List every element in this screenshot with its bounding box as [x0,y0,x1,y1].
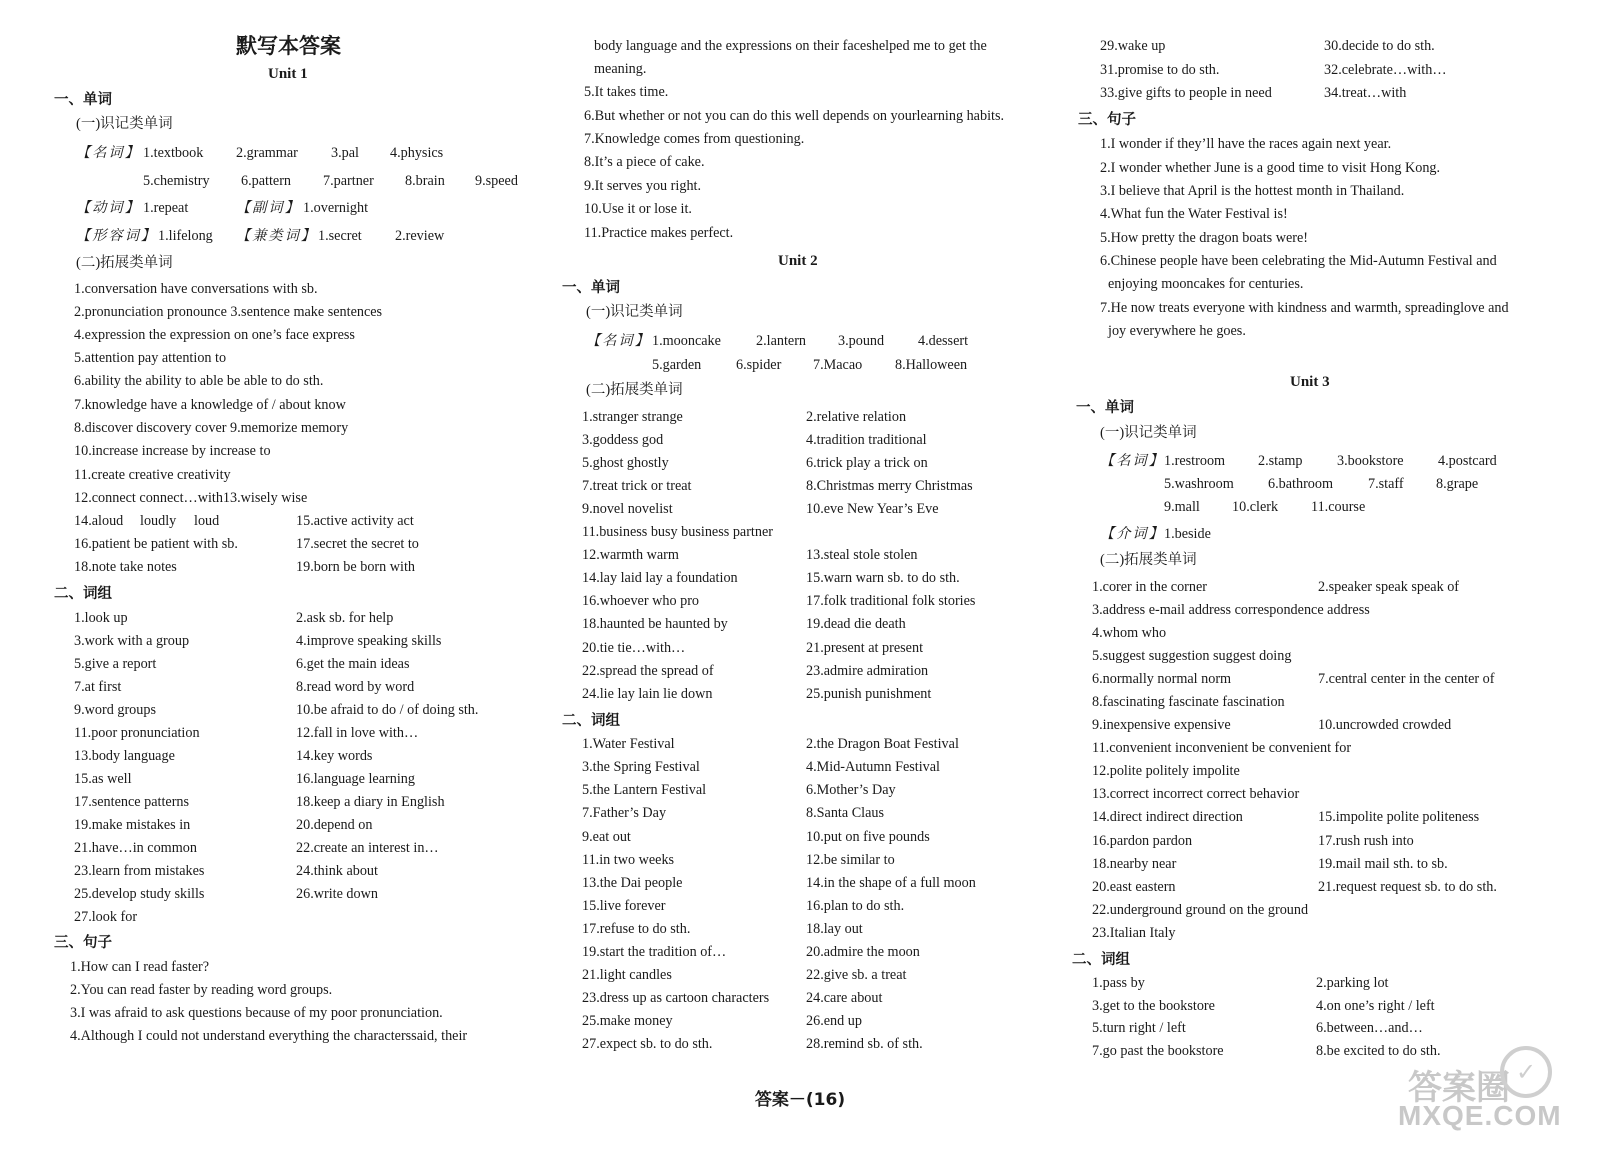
answer-line: 10.clerk [1232,499,1279,515]
answer-line: 4.tradition traditional [806,432,927,448]
answer-line: 7.Macao [813,357,863,373]
answer-line: 13.steal stole stolen [806,547,918,563]
answer-line: 8.Christmas merry Christmas [806,478,973,494]
answer-line: 17.rush rush into [1318,833,1414,849]
answer-line: 6.spider [736,357,782,373]
sec-heading: 二、词组 [54,586,112,602]
page-footer: 答案－(16) [754,1090,846,1110]
answer-line: 3.pound [838,333,885,349]
answer-line: 11.business busy business partner [582,524,773,540]
answer-line: 8.brain [405,173,445,189]
answer-line: 17.refuse to do sth. [582,921,691,937]
sec-heading: 一、单词 [1076,400,1134,416]
answer-line: 27.expect sb. to do sth. [582,1036,713,1052]
answer-line: 2.relative relation [806,409,907,425]
answer-line: 5.washroom [1164,476,1234,492]
answer-line: 5.suggest suggestion suggest doing [1092,648,1292,664]
answer-line: 18.haunted be haunted by [582,616,728,632]
answer-line: 5.How pretty the dragon boats were! [1100,230,1309,246]
answer-line: 1.look up [74,610,128,626]
answer-line: 1.I wonder if they’ll have the races again next year. [1100,136,1392,152]
answer-line: 10.uncrowded crowded [1318,717,1452,733]
answer-line: 23.dress up as cartoon characters [582,990,770,1006]
answer-line: 9.It serves you right. [584,178,702,194]
watermark-logo-icon: ✓ [1500,1046,1552,1098]
answer-line: 19.start the tradition of… [582,944,727,960]
answer-line: loudly [140,513,177,529]
answer-line: 2.grammar [236,145,298,161]
answer-line: 2.I wonder whether June is a good time to visit Hong Kong. [1100,160,1441,176]
answer-line: 7.Knowledge comes from questioning. [584,131,805,147]
answer-line: 9.inexpensive expensive [1092,717,1231,733]
answer-line: 13.correct incorrect correct behavior [1092,786,1300,802]
answer-line: 6.bathroom [1268,476,1334,492]
answer-line: 4.improve speaking skills [296,633,442,649]
answer-line: 25.make money [582,1013,673,1029]
answer-line: 11.course [1311,499,1366,515]
tag-heading: 【动词】 [76,200,141,216]
sub-heading: (二)拓展类单词 [586,382,683,398]
answer-line: 20.tie tie…with… [582,640,686,656]
answer-line: 18.nearby near [1092,856,1177,872]
sec-heading: 三、句子 [54,935,112,951]
answer-line: 34.treat…with [1324,85,1407,101]
answer-line: 6.Mother’s Day [806,782,896,798]
answer-line: 12.polite politely impolite [1092,763,1240,779]
answer-line: 3.bookstore [1337,453,1404,469]
answer-line: 33.give gifts to people in need [1100,85,1272,101]
answer-line: 10.eve New Year’s Eve [806,501,939,517]
answer-line: 1.beside [1164,526,1211,542]
answer-line: 21.light candles [582,967,672,983]
answer-line: 5.ghost ghostly [582,455,669,471]
answer-line: 6.trick play a trick on [806,455,928,471]
answer-line: 8.fascinating fascinate fascination [1092,694,1285,710]
answer-line: 1.restroom [1164,453,1226,469]
answer-line: 15.as well [74,771,132,787]
answer-line: 13.body language [74,748,175,764]
answer-line: 27.look for [74,909,138,925]
answer-line: 8.be excited to do sth. [1316,1043,1441,1059]
answer-line: 22.spread the spread of [582,663,714,679]
watermark-text: 答案圈 [1408,1069,1510,1107]
answer-line: 1.lifelong [158,228,213,244]
answer-line: 19.mail mail sth. to sb. [1318,856,1448,872]
answer-line: 23.Italian Italy [1092,925,1176,941]
answer-line: 8.read word by word [296,679,415,695]
answer-line: 1.repeat [143,200,189,216]
answer-line: 9.mall [1164,499,1200,515]
answer-line: 15.warn warn sb. to do sth. [806,570,960,586]
answer-line: 4.whom who [1092,625,1167,641]
answer-line: 6.Chinese people have been celebrating the Mid-Autumn Festival and [1100,253,1497,269]
answer-line: joy everywhere he goes. [1108,323,1246,339]
answer-line: 7.go past the bookstore [1092,1043,1224,1059]
answer-line: 1.stranger strange [582,409,683,425]
answer-line: 22.create an interest in… [296,840,439,856]
sub-heading: (一)识记类单词 [76,116,173,132]
answer-line: 1.conversation have conversations with sb. [74,281,318,297]
sub-heading: (一)识记类单词 [586,304,683,320]
answer-line: 16.patient be patient with sb. [74,536,238,552]
answer-line: 9.novel novelist [582,501,673,517]
answer-line: 2.ask sb. for help [296,610,394,626]
tag-heading: 【兼类词】 [236,228,317,244]
answer-line: 3.I believe that April is the hottest month in Thailand. [1100,183,1405,199]
answer-line: 10.increase increase by increase to [74,443,271,459]
answer-line: 5.It takes time. [584,84,669,100]
answer-line: 19.make mistakes in [74,817,191,833]
answer-line: 18.keep a diary in English [296,794,445,810]
answer-line: 2.lantern [756,333,807,349]
answer-line: 6.But whether or not you can do this well depends on yourlearning habits. [584,108,1005,124]
answer-line: 22.underground ground on the ground [1092,902,1309,918]
answer-line: 3.the Spring Festival [582,759,700,775]
answer-line: 24.care about [806,990,883,1006]
answer-line: 16.pardon pardon [1092,833,1193,849]
answer-line: 14.key words [296,748,373,764]
answer-line: 13.the Dai people [582,875,683,891]
answer-line: 7.partner [323,173,374,189]
answer-line: 1.mooncake [652,333,721,349]
sub-heading: (二)拓展类单词 [1100,552,1197,568]
answer-line: 19.born be born with [296,559,416,575]
answer-line: 4.physics [390,145,444,161]
answer-line: 12.fall in love with… [296,725,419,741]
answer-line: 8.It’s a piece of cake. [584,154,705,170]
answer-line: 6.get the main ideas [296,656,410,672]
answer-line: 14.in the shape of a full moon [806,875,976,891]
answer-line: 1.Water Festival [582,736,675,752]
answer-line: 8.Santa Claus [806,805,885,821]
answer-line: 5.garden [652,357,702,373]
answer-line: 4.on one’s right / left [1316,998,1435,1014]
answer-line: 5.give a report [74,656,157,672]
answer-line: 5.attention pay attention to [74,350,227,366]
answer-line: 4.Mid-Autumn Festival [806,759,940,775]
answer-line: 7.treat trick or treat [582,478,692,494]
answer-line: 10.be afraid to do / of doing sth. [296,702,479,718]
answer-line: 18.note take notes [74,559,177,575]
answer-line: 3.pal [331,145,359,161]
answer-line: 11.convenient inconvenient be convenient for [1092,740,1352,756]
sub-heading: (一)识记类单词 [1100,425,1197,441]
answer-line: 7.He now treats everyone with kindness and warmth, spreadinglove and [1100,300,1509,316]
answer-line: 4.What fun the Water Festival is! [1100,206,1288,222]
tag-heading: 【副词】 [236,200,301,216]
answer-line: 12.be similar to [806,852,895,868]
answer-line: 8.Halloween [895,357,968,373]
answer-line: 10.Use it or lose it. [584,201,692,217]
answer-line: 3.work with a group [74,633,190,649]
answer-line: 1.textbook [143,145,204,161]
answer-line: 24.think about [296,863,378,879]
answer-line: 20.depend on [296,817,373,833]
unit-heading: Unit 1 [268,66,308,82]
answer-line: 23.admire admiration [806,663,929,679]
answer-line: 18.lay out [806,921,863,937]
title-heading: 默写本答案 [236,34,341,58]
answer-line: 3.address e-mail address correspondence address [1092,602,1370,618]
answer-line: 8.grape [1436,476,1479,492]
answer-line: 7.staff [1368,476,1404,492]
answer-line: 11.create creative creativity [74,467,231,483]
answer-line: 2.speaker speak speak of [1318,579,1460,595]
tag-heading: 【名词】 [1100,453,1165,469]
answer-line: 4.expression the expression on one’s face express [74,327,355,343]
sub-heading: (二)拓展类单词 [76,255,173,271]
watermark-url: MXQE.COM [1398,1100,1562,1131]
sec-heading: 一、单词 [54,92,112,108]
answer-line: 2.pronunciation pronounce 3.sentence make sentences [74,304,383,320]
answer-line: 4.dessert [918,333,969,349]
answer-line: 15.active activity act [296,513,414,529]
sec-heading: 二、词组 [1072,952,1130,968]
answer-line: 28.remind sb. of sth. [806,1036,923,1052]
answer-line: 7.knowledge have a knowledge of / about know [74,397,346,413]
answer-line: 24.lie lay lain lie down [582,686,713,702]
answer-line: 15.impolite polite politeness [1318,809,1480,825]
answer-line: 2.the Dragon Boat Festival [806,736,959,752]
answer-line: 2.You can read faster by reading word groups. [70,982,333,998]
answer-line: 26.end up [806,1013,862,1029]
answer-line: 3.goddess god [582,432,664,448]
unit-heading: Unit 3 [1290,374,1330,390]
answer-line: 12.connect connect…with13.wisely wise [74,490,308,506]
answer-line: 1.corer in the corner [1092,579,1208,595]
answer-line: 26.write down [296,886,378,902]
answer-line: 7.Father’s Day [582,805,667,821]
answer-line: 1.pass by [1092,975,1145,991]
answer-line: 32.celebrate…with… [1324,62,1447,78]
answer-line: 9.speed [475,173,518,189]
answer-line: 8.discover discovery cover 9.memorize memory [74,420,349,436]
answer-line: 22.give sb. a treat [806,967,907,983]
answer-line: 15.live forever [582,898,666,914]
answer-line: 12.warmth warm [582,547,679,563]
answer-line: 21.present at present [806,640,924,656]
answer-line: 21.request request sb. to do sth. [1318,879,1497,895]
answer-line: 4.postcard [1438,453,1497,469]
answer-line: 16.whoever who pro [582,593,700,609]
answer-line: 6.between…and… [1316,1020,1423,1036]
answer-line: 2.parking lot [1316,975,1389,991]
sec-heading: 一、单词 [562,280,620,296]
answer-line: 11.Practice makes perfect. [584,225,734,241]
answer-line: 3.I was afraid to ask questions because of my poor pronunciation. [70,1005,443,1021]
answer-line: 19.dead die death [806,616,906,632]
answer-line: 6.ability the ability to able be able to do sth. [74,373,324,389]
answer-line: 29.wake up [1100,38,1166,54]
answer-line: 1.How can I read faster? [70,959,210,975]
answer-line: 30.decide to do sth. [1324,38,1435,54]
answer-line: 7.central center in the center of [1318,671,1495,687]
answer-line: 25.punish punishment [806,686,932,702]
answer-line: 7.at first [74,679,122,695]
answer-line: 21.have…in common [74,840,197,856]
sec-heading: 二、词组 [562,713,620,729]
tag-heading: 【名词】 [76,145,141,161]
answer-line: 14.lay laid lay a foundation [582,570,738,586]
answer-line: 2.stamp [1258,453,1303,469]
answer-line: 17.sentence patterns [74,794,190,810]
answer-line: 1.overnight [303,200,369,216]
answer-line: 16.plan to do sth. [806,898,905,914]
answer-line: 5.chemistry [143,173,210,189]
answer-line: 17.folk traditional folk stories [806,593,976,609]
answer-line: 25.develop study skills [74,886,205,902]
tag-heading: 【形容词】 [76,228,157,244]
answer-line: 9.word groups [74,702,156,718]
answer-line: 6.normally normal norm [1092,671,1232,687]
answer-line: 1.secret [318,228,362,244]
answer-line: 31.promise to do sth. [1100,62,1220,78]
answer-line: 14.direct indirect direction [1092,809,1243,825]
answer-line: 10.put on five pounds [806,829,930,845]
answer-line: 2.review [395,228,445,244]
answer-line: 4.Although I could not understand everything the characterssaid, their [70,1028,468,1044]
answer-line: 16.language learning [296,771,415,787]
answer-line: 20.admire the moon [806,944,920,960]
answer-line: 5.the Lantern Festival [582,782,707,798]
answer-line: meaning. [594,61,647,77]
answer-line: 23.learn from mistakes [74,863,205,879]
answer-line: 11.poor pronunciation [74,725,200,741]
tag-heading: 【介词】 [1100,526,1165,542]
answer-line: 3.get to the bookstore [1092,998,1215,1014]
answer-line: 14.aloud [74,513,124,529]
unit-heading: Unit 2 [778,253,818,269]
answer-line: body language and the expressions on their faceshelped me to get the [594,38,987,54]
answer-line: 9.eat out [582,829,631,845]
answer-line: 11.in two weeks [582,852,675,868]
answer-line: 5.turn right / left [1092,1020,1186,1036]
sec-heading: 三、句子 [1078,112,1136,128]
answer-line: enjoying mooncakes for centuries. [1108,276,1304,292]
answer-line: 20.east eastern [1092,879,1176,895]
answer-line: 6.pattern [241,173,292,189]
tag-heading: 【名词】 [586,333,651,349]
answer-line: 17.secret the secret to [296,536,419,552]
answer-line: loud [194,513,220,529]
